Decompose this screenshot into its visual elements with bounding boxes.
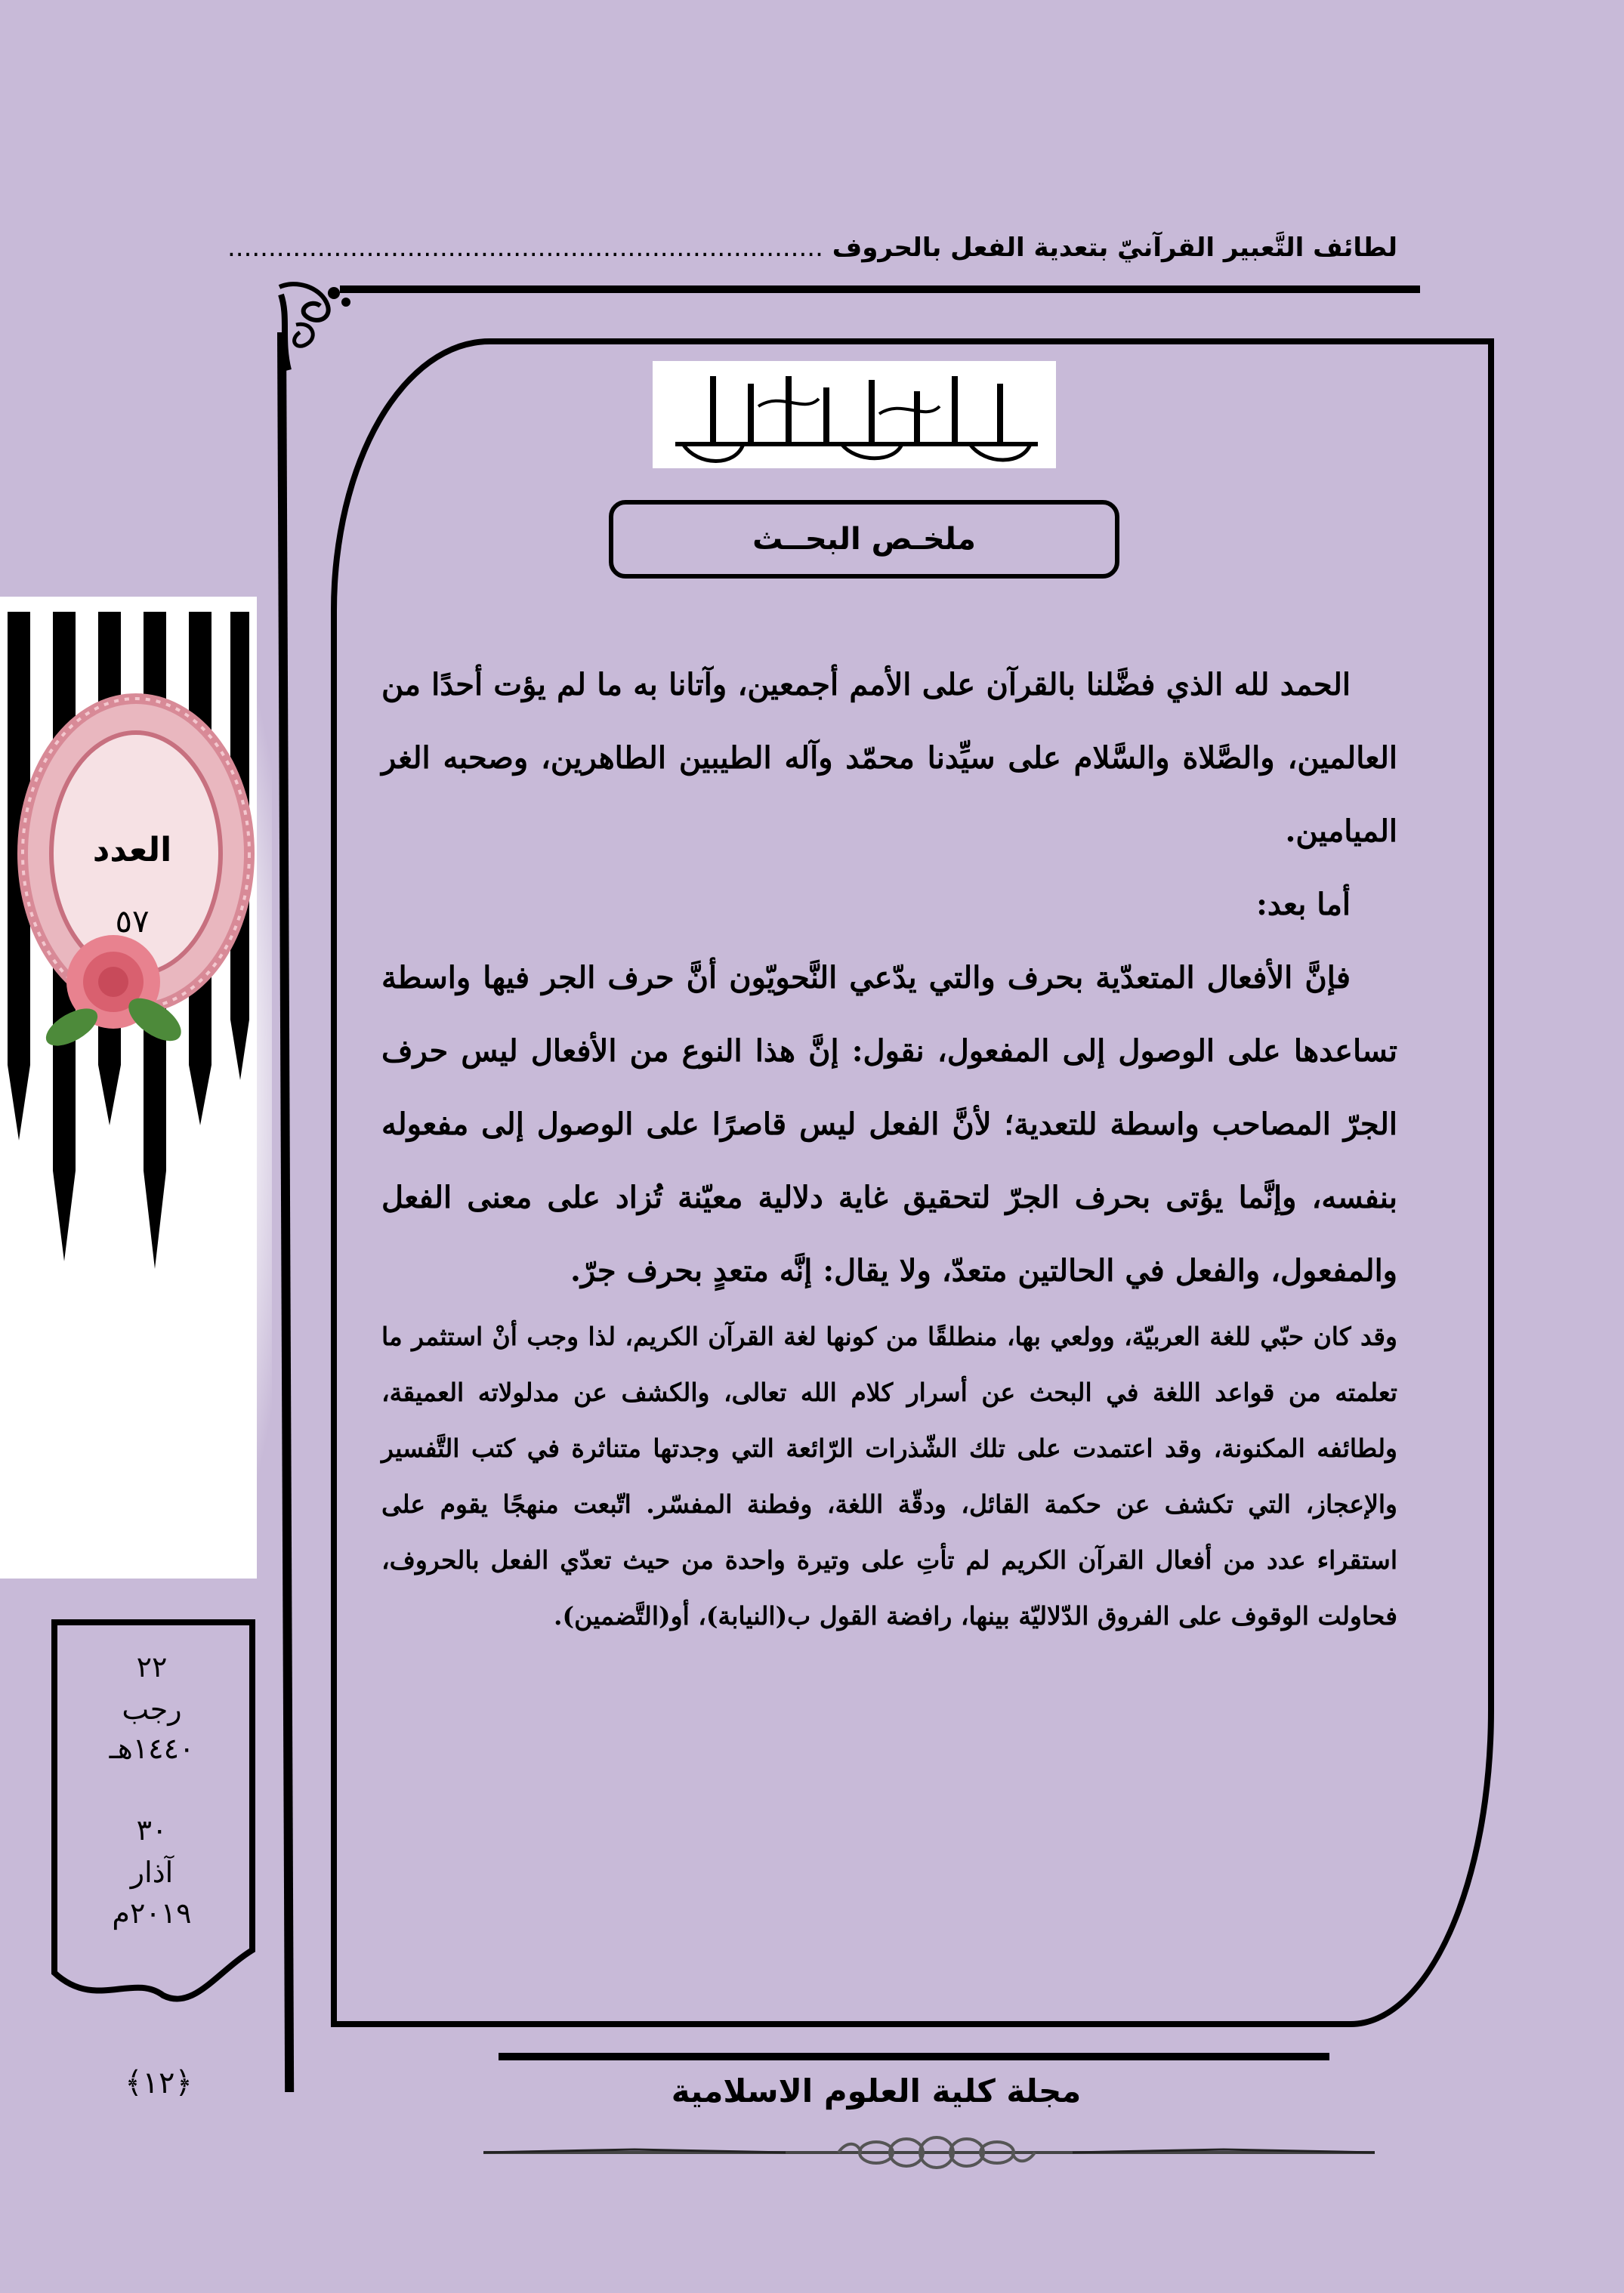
basmala-text: بسم الله الرحمن الرحيم: [850, 425, 859, 426]
running-header-title: لطائف التَّعبير القرآنيّ بتعدية الفعل بالحروف: [832, 233, 1397, 263]
issue-label: العدد: [92, 831, 172, 869]
abstract-body: [381, 648, 1397, 1644]
hijri-day: ٢٢: [136, 1650, 168, 1683]
abstract-heading-box: [609, 500, 1119, 579]
gregorian-year: ٢٠١٩م: [112, 1896, 192, 1930]
header-rule: [340, 285, 1420, 293]
gregorian-day: ٣٠: [136, 1813, 168, 1847]
paragraph-4: وقد كان حبّي للغة العربيّة، وولعي بها، منطلقًا من كونها لغة القرآن الكريم، لذا وجب أنْ استثمر ما تعلمته من قواعد اللغة في البحث عن أسرار كلام الله تعالى، والكشف عن مدلولاته العميقة، ولطائفه المكنونة، وقد اعتمدت على تلك الشّذرات الرّائعة التي وجدتها متناثرة في كتب التَّفسير والإعجاز، التي تكشف عن حكمة القائل، ودقّة اللغة، وفطنة المفسّر. اتّبعت منهجًا يقوم على استقراء عدد من أفعال القرآن الكريم لم تأتِ على وتيرة واحدة من حيث تعدّي الفعل بالحروف، فحاولت الوقوف على الفروق الدّلاليّة بينها، رافضة القول ب(النيابة)، أو(التَّضمين).: [381, 1322, 1397, 1631]
footer-rule: [499, 2053, 1329, 2060]
gregorian-month: آذار: [130, 1856, 174, 1889]
journal-name: مجلة كلية العلوم الاسلامية: [671, 2072, 1082, 2109]
paragraph-1: الحمد لله الذي فضَّلنا بالقرآن على الأمم أجمعين، وآتانا به ما لم يؤت أحدًا من العالمين، والصَّلاة والسَّلام على سيِّدنا محمّد وآله الطيبين الطاهرين، وصحبه الغر الميامين.: [381, 667, 1397, 849]
paragraph-2: أما بعد:: [1256, 887, 1351, 922]
footer-flourish-ornament: [483, 2130, 1375, 2175]
hijri-month: رجب: [122, 1693, 182, 1726]
running-header-dots: .........................................................................: [227, 233, 823, 263]
sidebar-decorative-art: [0, 597, 272, 1579]
page-number: ﴿١٢﴾: [125, 2066, 193, 2100]
paragraph-3: فإنَّ الأفعال المتعدّية بحرف والتي يدّعي النَّحويّون أنَّ حرف الجر فيها واسطة تساعدها على الوصول إلى المفعول، نقول: إنَّ هذا النوع من الأفعال ليس حرف الجرّ المصاحب واسطة للتعدية؛ لأنَّ الفعل ليس قاصرًا على الوصول إلى مفعوله بنفسه، وإنَّما يؤتى بحرف الجرّ لتحقيق غاية دلالية معيّنة تُزاد على معنى الفعل والمفعول، والفعل في الحالتين متعدّ، ولا يقال: إنَّه متعدٍ بحرف جرّ.: [381, 960, 1397, 1288]
left-vertical-rule: [277, 332, 294, 2092]
issue-number: ٥٧: [115, 903, 150, 940]
abstract-heading: ملخـص البحــث: [752, 522, 976, 557]
hijri-year: ١٤٤٠هـ: [109, 1732, 195, 1765]
running-header: [227, 233, 1397, 263]
basmala-calligraphy: [653, 361, 1056, 468]
